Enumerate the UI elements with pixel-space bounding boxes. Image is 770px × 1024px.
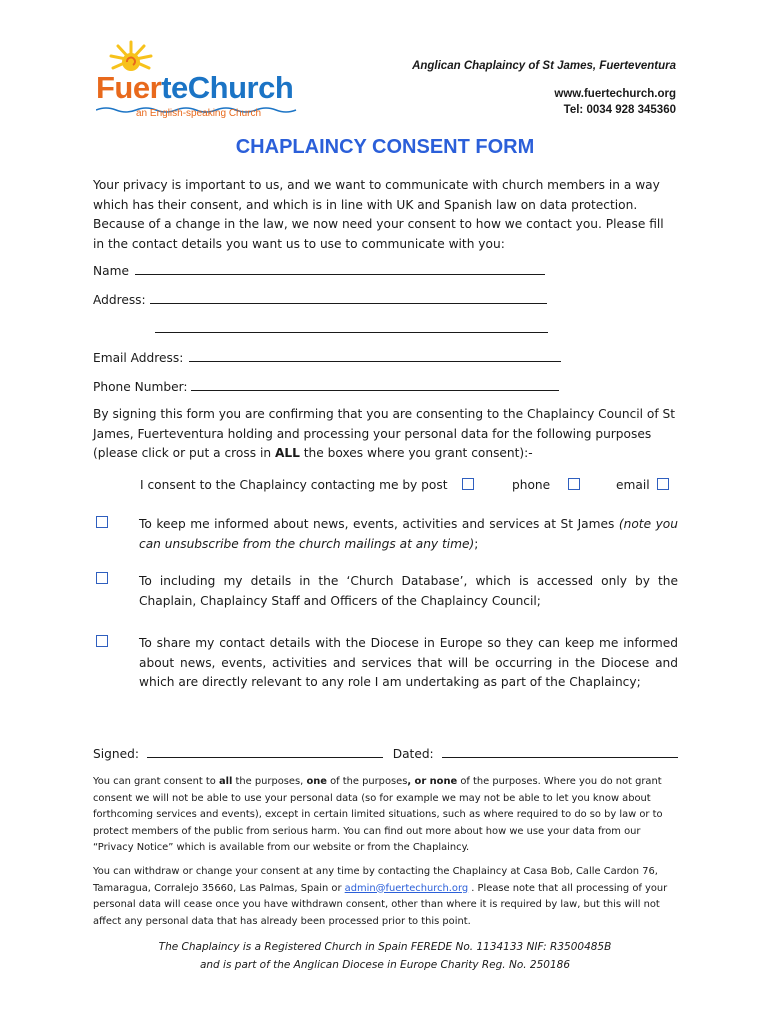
diocese-checkbox[interactable] [96, 635, 108, 647]
address-line-1[interactable] [150, 291, 547, 304]
email-checkbox[interactable] [657, 478, 669, 490]
withdraw-consent-paragraph: You can withdraw or change your consent at any time by contacting the Chaplaincy at Casa Bob, Calle Cardon 76, Tamaragua, Corralejo 35660, Las Palmas, Spain or admin@fuertechurch.org . Please note that all processing of your personal data will cease once you have withdrawn consent, other than where it is required by law, but this will not affect any personal data that has already been processed prior to this point. [93, 866, 668, 927]
page-title: CHAPLAINCY CONSENT FORM [235, 136, 535, 158]
footer-line-1: The Chaplaincy is a Registered Church in Spain FEREDE No. 1134133 NIF: R3500485B [158, 941, 612, 953]
phone-field[interactable] [93, 378, 559, 394]
database-checkbox[interactable] [96, 572, 108, 584]
dated-label: Dated: [392, 747, 434, 761]
name-field[interactable] [93, 262, 545, 278]
email-field[interactable] [93, 349, 561, 365]
dated-line[interactable] [442, 745, 678, 758]
phone-label: Phone Number: [93, 380, 188, 394]
phone-line[interactable] [191, 378, 559, 391]
admin-email-link[interactable]: admin@fuertechurch.org [344, 882, 469, 894]
website: www.fuertechurch.org [554, 88, 676, 100]
post-checkbox[interactable] [462, 478, 474, 490]
news-consent-text: To keep me informed about news, events, activities and services at St James (note you can unsubscribe from the church mailings at any time); [139, 517, 678, 551]
fuertechurch-logo [96, 40, 311, 122]
name-label: Name [93, 264, 129, 278]
address-line-2[interactable] [155, 320, 548, 333]
diocese-consent-text: To share my contact details with the Diocese in Europe so they can keep me informed about news, events, activities and services that will be occurring in the Diocese and which are directly relevant to any role I am undertaking as part of the Chaplaincy; [139, 636, 678, 689]
logo-tagline: an English-speaking Church [136, 108, 262, 119]
email-option-label: email [616, 478, 650, 492]
signature-row [93, 745, 678, 761]
signed-line[interactable] [147, 745, 383, 758]
post-option-label: I consent to the Chaplaincy contacting me by post [140, 478, 448, 492]
address-field[interactable] [93, 291, 547, 307]
footer-line-2: and is part of the Anglican Diocese in Europe Charity Reg. No. 250186 [199, 959, 571, 971]
news-checkbox[interactable] [96, 516, 108, 528]
address-label: Address: [93, 293, 146, 307]
name-line[interactable] [135, 262, 545, 275]
intro-paragraph: Your privacy is important to us, and we want to communicate with church members in a way which has their consent, and which is in line with UK and Spanish law on data protection. Because of a change in the law, we now need your consent to how we contact you. Please fill in the contact details you want us to use to communicate with you: [93, 178, 664, 251]
logo-wordmark: FuerteChurch [96, 70, 294, 105]
address-field-2[interactable] [155, 320, 548, 336]
grant-consent-paragraph: You can grant consent to all the purposes, one of the purposes, or none of the purposes. Where you do not grant consent we will not be able to use your personal data (so for example we may not be able to let you know about forthcoming services and events), except in certain limited situations, such as where required to do so by law or to protect members of the public from serious harm. You can find out more about how we use your data from our “Privacy Notice” which is available from our website or from the Chaplaincy. [93, 776, 663, 853]
purposes-paragraph: By signing this form you are confirming that you are consenting to the Chaplaincy Council of St James, Fuerteventura holding and processing your personal data for the following purposes (please click or put a cross in ALL the boxes where you grant consent):- [93, 407, 676, 460]
phone-option-label: phone [512, 478, 551, 492]
email-line[interactable] [189, 349, 561, 362]
org-name: Anglican Chaplaincy of St James, Fuerteventura [412, 60, 676, 72]
database-consent-text: To including my details in the ‘Church Database’, which is accessed only by the Chaplain, Chaplaincy Staff and Officers of the Chaplaincy Council; [139, 574, 678, 608]
telephone: Tel: 0034 928 345360 [563, 104, 676, 116]
phone-checkbox[interactable] [568, 478, 580, 490]
email-label: Email Address: [93, 351, 184, 365]
signed-label: Signed: [93, 747, 139, 761]
